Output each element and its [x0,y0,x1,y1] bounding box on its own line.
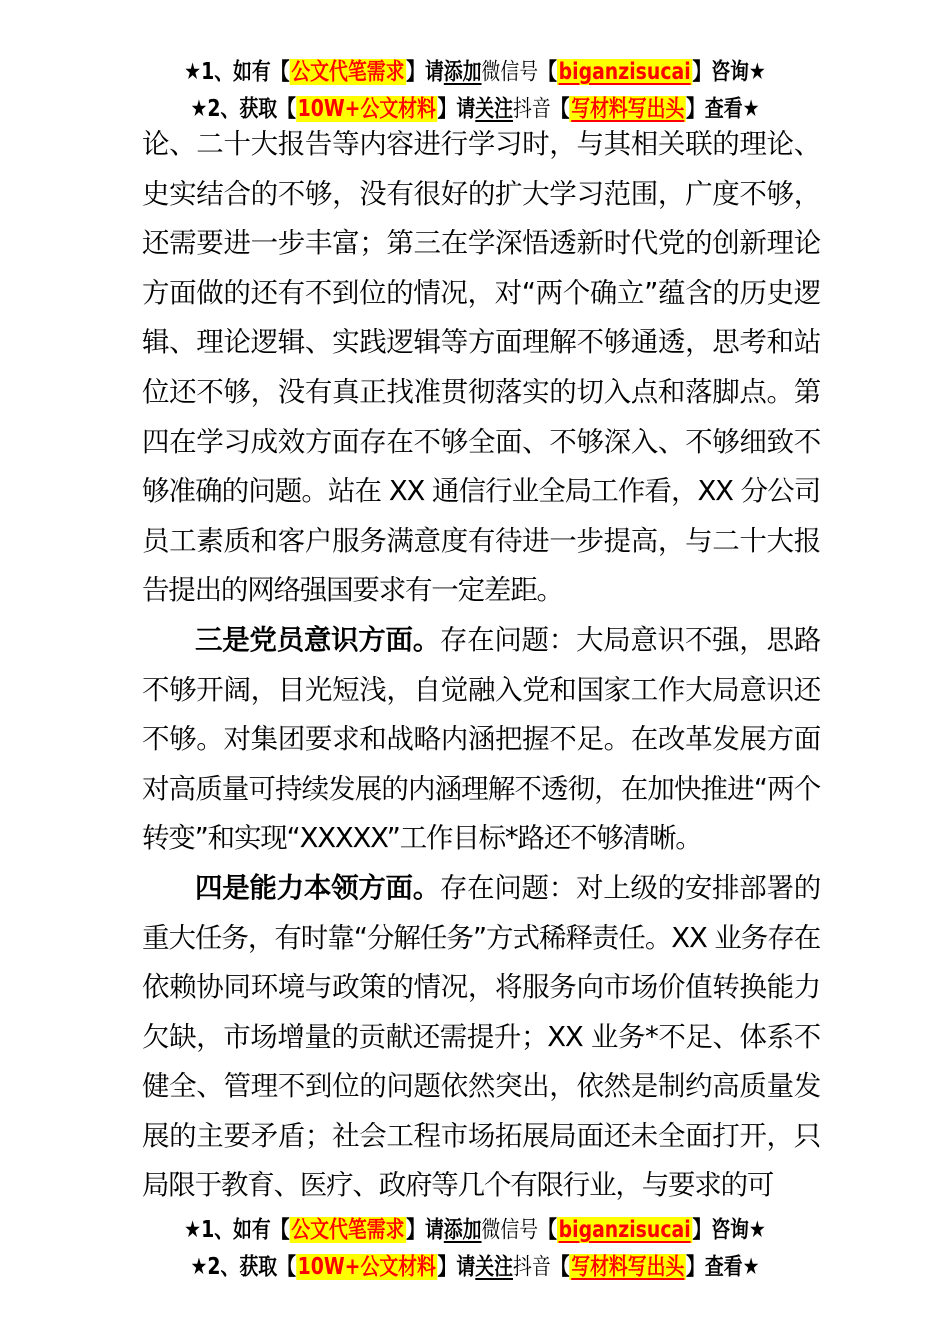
banner-text: 】咨询★ [692,1217,766,1243]
paragraph-lead: 三是党员意识方面。 [195,623,440,656]
banner-text: 添加 [443,1217,482,1243]
banner-text: 关注 [475,96,513,122]
paragraph-lead: 四是能力本领方面。 [195,871,440,904]
banner-highlight-text: 10W+公文材料 [297,1254,436,1280]
banner-text: 微信号 [481,59,539,85]
banner-highlight-text: 10W+公文材料 [297,96,436,122]
banner-text: 抖音 [512,96,551,122]
banner-text: ★2、获取【 [190,1254,296,1280]
banner-highlight-text: biganzisucai [558,59,691,85]
paragraph-learning [142,120,820,616]
banner-highlight-text: 公文代笔需求 [291,1217,405,1243]
header-banner [86,54,865,128]
banner-text: ★1、如有【 [184,59,290,85]
banner-highlight-text: 写材料写出头 [571,1254,685,1280]
banner-text: 【 [538,59,557,85]
paragraph-text: 论、二十大报告等内容进行学习时，与其相关联的理论、史实结合的不够，没有很好的扩大学习范围，广度不够，还需要进一步丰富；第三在学深悟透新时代党的创新理论方面做的还有不到位的情况，对“两个确立”蕴含的历史逻辑、理论逻辑、实践逻辑等方面理解不够通透，思考和站位还不够，没有真正找准贯彻落实的切入点和落脚点。第四在学习成效方面存在不够全面、不够深入、不够细致不够准确的问题。站在 XX 通信行业全局工作看，XX 分公司员工素质和客户服务满意度有待进一步提高，与二十大报告提出的网络强国要求有一定差距。 [142,128,820,607]
banner-line-1 [86,1212,865,1249]
banner-text: 】咨询★ [692,59,766,85]
banner-text: 】查看★ [686,96,760,122]
banner-text: ★2、获取【 [190,96,296,122]
banner-text: 【 [550,96,570,122]
paragraph-text: 存在问题：大局意识不强，思路不够开阔，目光短浅，自觉融入党和国家工作大局意识还不够。对集团要求和战略内涵把握不足。在改革发展方面对高质量可持续发展的内涵理解不透彻，在加快推进“两个转变”和实现“XXXXX”工作目标*路还不够清晰。 [142,623,820,855]
banner-text: 】查看★ [686,1254,760,1280]
banner-text: 微信号 [481,1217,539,1243]
banner-text: 】请 [406,1217,444,1243]
banner-highlight-text: 写材料写出头 [571,96,685,122]
banner-highlight-text: biganzisucai [558,1217,691,1243]
banner-line-1 [86,54,865,91]
paragraph-text: 存在问题：对上级的安排部署的重大任务，有时靠“分解任务”方式稀释责任。XX 业务存在依赖协同环境与政策的情况，将服务向市场价值转换能力欠缺，市场增量的贡献还需提升；XX 业务*不足、体系不健全、管理不到位的问题依然突出，依然是制约高质量发展的主要矛盾；社会工程市场拓展局面还未全面打开，只局限于教育、医疗、政府等几个有限行业，与要求的可 [142,871,820,1202]
banner-text: 【 [550,1254,570,1280]
banner-text: 】请 [406,59,444,85]
banner-text: 】请 [437,1254,476,1280]
banner-text: 抖音 [512,1254,551,1280]
banner-text: ★1、如有【 [184,1217,290,1243]
banner-line-2 [86,1249,865,1286]
banner-text: 关注 [475,1254,513,1280]
paragraph-capability [142,864,820,1211]
footer-banner [86,1212,865,1286]
banner-text: 】请 [437,96,476,122]
paragraph-party-awareness [142,616,820,864]
banner-text: 添加 [443,59,482,85]
document-body [142,120,820,1211]
banner-text: 【 [538,1217,557,1243]
banner-highlight-text: 公文代笔需求 [291,59,405,85]
